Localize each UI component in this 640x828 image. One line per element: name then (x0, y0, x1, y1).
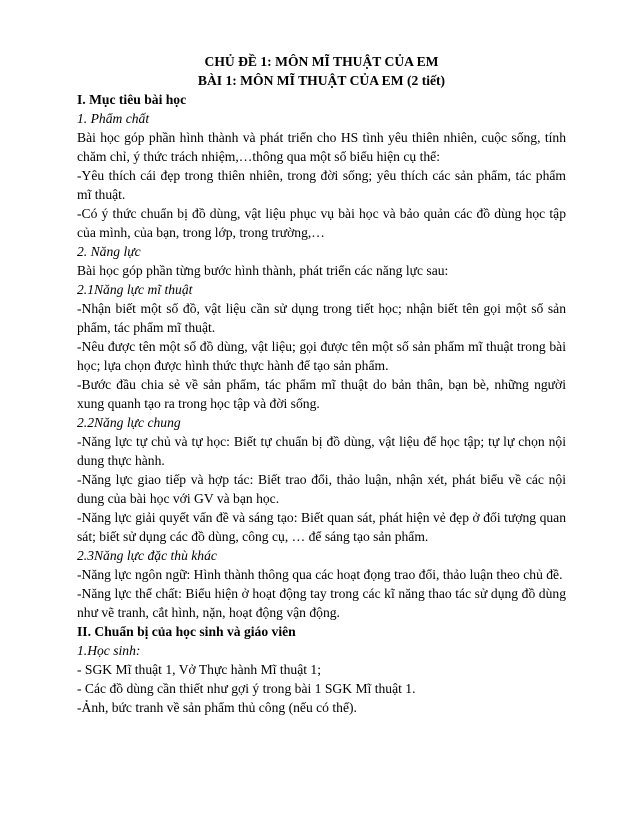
subheading-qualities: 1. Phẩm chất (77, 111, 150, 126)
subheading-art-competency: 2.1Năng lực mĩ thuật (77, 282, 193, 297)
paragraph: -Nêu được tên một số đồ dùng, vật liệu; gọi được tên một số sản phẩm mĩ thuật trong bài học; lựa chọn được hình thức thực hành để tạo sản phẩm. (77, 339, 566, 373)
paragraph: -Nhận biết một số đồ, vật liệu cần sử dụng trong tiết học; nhận biết tên gọi một số sản phẩm, tác phẩm mĩ thuật. (77, 301, 566, 335)
subheading-students: 1.Học sinh: (77, 643, 141, 658)
paragraph: -Năng lực tự chủ và tự học: Biết tự chuẩn bị đồ dùng, vật liệu để học tập; tự lự chọn nội dung thực hành. (77, 434, 566, 468)
paragraph: -Có ý thức chuẩn bị đồ dùng, vật liệu phục vụ bài học và bảo quản các đồ dùng học tập của mình, của bạn, trong lớp, trong trường,… (77, 206, 566, 240)
paragraph: -Yêu thích cái đẹp trong thiên nhiên, trong đời sống; yêu thích các sản phẩm, tác phẩm mĩ thuật. (77, 168, 566, 202)
document-title-line2: BÀI 1: MÔN MĨ THUẬT CỦA EM (2 tiết) (197, 73, 446, 88)
paragraph: Bài học góp phần hình thành và phát triển cho HS tình yêu thiên nhiên, cuộc sống, tính chăm chỉ, ý thức trách nhiệm,…thông qua một số biểu hiện cụ thể: (77, 130, 566, 164)
section-heading-objectives: I. Mục tiêu bài học (77, 92, 187, 107)
document-title-line1: CHỦ ĐỀ 1: MÔN MĨ THUẬT CỦA EM (204, 54, 439, 69)
paragraph: -Năng lực giải quyết vấn đề và sáng tạo: Biết quan sát, phát hiện vẻ đẹp ở đối tượng quan sát; biết sử dụng các đồ dùng, công cụ, … để sáng tạo sản phẩm. (77, 510, 566, 544)
subheading-general-competency: 2.2Năng lực chung (77, 415, 181, 430)
paragraph: -Năng lực ngôn ngữ: Hình thành thông qua các hoạt đọng trao đổi, thảo luận theo chủ đề. (77, 567, 563, 582)
paragraph: -Bước đầu chia sẻ về sản phẩm, tác phẩm mĩ thuật do bản thân, bạn bè, những người xung quanh tạo ra trong học tập và đời sống. (77, 377, 566, 411)
subheading-specific-competency: 2.3Năng lực đặc thù khác (77, 548, 217, 563)
paragraph: -Năng lực giao tiếp và hợp tác: Biết trao đổi, thảo luận, nhận xét, phát biểu về các nội dung của bài học với GV và bạn học. (77, 472, 566, 506)
paragraph: -Năng lực thể chất: Biểu hiện ở hoạt động tay trong các kĩ năng thao tác sử dụng đồ dùng như vẽ tranh, cắt hình, nặn, hoạt động vận động. (77, 586, 566, 620)
document-page (77, 52, 566, 717)
paragraph: -Ảnh, bức tranh về sản phẩm thủ công (nếu có thể). (77, 700, 357, 715)
subheading-competencies: 2. Năng lực (77, 244, 141, 259)
paragraph: - SGK Mĩ thuật 1, Vở Thực hành Mĩ thuật 1; (77, 662, 322, 677)
paragraph: Bài học góp phần từng bước hình thành, phát triển các năng lực sau: (77, 263, 449, 278)
paragraph: - Các đồ dùng cần thiết như gợi ý trong bài 1 SGK Mĩ thuật 1. (77, 681, 416, 696)
section-heading-preparation: II. Chuẩn bị của học sinh và giáo viên (77, 624, 296, 639)
